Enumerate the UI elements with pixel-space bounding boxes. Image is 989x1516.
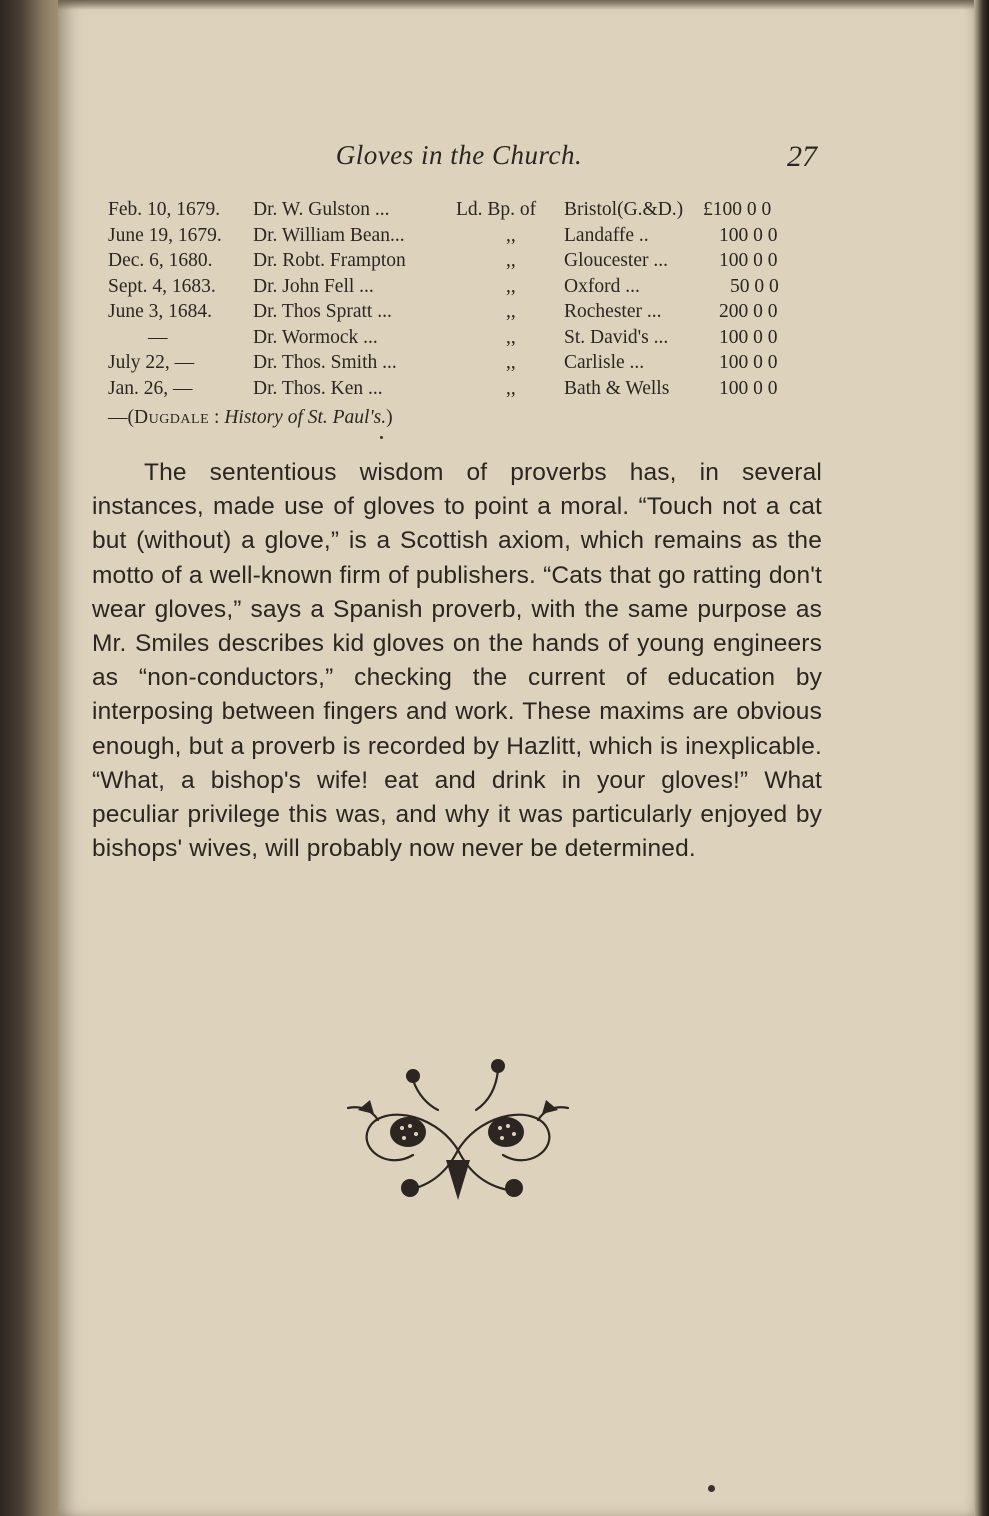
table-source-citation	[108, 407, 393, 429]
table-row	[108, 301, 808, 327]
citation-prefix: —(	[108, 407, 134, 428]
row-name: Dr. John Fell ...	[253, 275, 374, 297]
row-date: June 19, 1679.	[108, 224, 222, 246]
page-top-edge	[58, 0, 976, 10]
row-title: ,,	[506, 352, 516, 373]
body-paragraph: The sententious wisdom of proverbs has, in several instances, made use of gloves to point a moral. “Touch not a cat but (without) a glove,” is a Scottish axiom, which remains as the motto of a well-known firm of publishers. “Cats that go ratting don't wear gloves,” says a Spanish proverb, with the same purpose as Mr. Smiles describes kid gloves on the hands of young engineers as “non-conductors,” checking the current of education by interposing between fingers and work. These maxims are obvious enough, but a proverb is recorded by Hazlitt, which is inexplicable. “What, a bishop's wife! eat and drink in your gloves!” What peculiar privilege this was, and why it was particularly enjoyed by bishops' wives, will probably now never be determined.	[92, 459, 822, 863]
row-name: Dr. Thos. Ken ...	[253, 377, 383, 399]
paper-speck	[708, 1485, 715, 1492]
row-see: Bristol(G.&D.)	[564, 199, 684, 220]
row-amount: 100 0 0	[719, 224, 778, 246]
row-date: —	[148, 326, 168, 348]
citation-separator: :	[209, 407, 225, 428]
row-name: Dr. Robt. Frampton	[253, 250, 406, 271]
row-see: Gloucester ...	[564, 250, 668, 271]
row-date: Sept. 4, 1683.	[108, 275, 216, 297]
row-amount: 200 0 0	[719, 301, 778, 322]
table-row	[108, 225, 808, 251]
table-row	[108, 352, 808, 378]
row-amount: 50 0 0	[730, 275, 779, 297]
citation-work: History of St. Paul's.	[224, 407, 387, 428]
row-date: Jan. 26, —	[108, 377, 193, 399]
row-see: St. David's ...	[564, 326, 669, 348]
page-number: 27	[787, 140, 817, 173]
row-name: Dr. William Bean...	[253, 224, 405, 246]
row-name: Dr. Thos. Smith ...	[253, 352, 397, 373]
row-title: ,,	[506, 275, 516, 297]
row-amount: 100 0 0	[719, 250, 778, 271]
row-amount: 100 0 0	[719, 377, 778, 399]
body-text	[92, 456, 822, 866]
row-title: ,,	[506, 377, 516, 399]
row-amount: 100 0 0	[719, 326, 778, 348]
row-see: Landaffe ..	[564, 224, 649, 246]
running-header-title: Gloves in the Church.	[335, 140, 583, 170]
row-title: ,,	[506, 250, 516, 271]
row-see: Carlisle ...	[564, 352, 645, 373]
table-row	[108, 276, 808, 302]
row-see: Rochester ...	[564, 301, 662, 322]
row-amount: £100 0 0	[703, 199, 772, 220]
row-date: Dec. 6, 1680.	[108, 250, 213, 271]
row-date: Feb. 10, 1679.	[108, 199, 221, 220]
citation-suffix: )	[386, 407, 393, 428]
row-amount: 100 0 0	[719, 352, 778, 373]
row-title: ,,	[506, 326, 516, 348]
table-row	[108, 199, 808, 225]
table-row	[108, 250, 808, 276]
paper-speck	[380, 436, 383, 439]
citation-author: Dugdale	[134, 407, 210, 428]
row-see: Bath & Wells	[564, 377, 670, 399]
row-name: Dr. W. Gulston ...	[253, 199, 390, 220]
row-title: ,,	[506, 301, 516, 322]
page-right-edge	[974, 0, 989, 1516]
row-name: Dr. Thos Spratt ...	[253, 301, 392, 322]
row-title: Ld. Bp. of	[456, 199, 537, 220]
floral-tailpiece-icon	[338, 1050, 578, 1210]
row-date: June 3, 1684.	[108, 301, 212, 322]
row-title: ,,	[506, 224, 516, 246]
row-name: Dr. Wormock ...	[253, 326, 378, 348]
table-row	[108, 378, 808, 404]
row-see: Oxford ...	[564, 275, 640, 297]
glove-payments-table	[108, 199, 808, 403]
book-spine	[0, 0, 62, 1516]
table-row	[108, 327, 808, 353]
row-date: July 22, —	[108, 352, 195, 373]
